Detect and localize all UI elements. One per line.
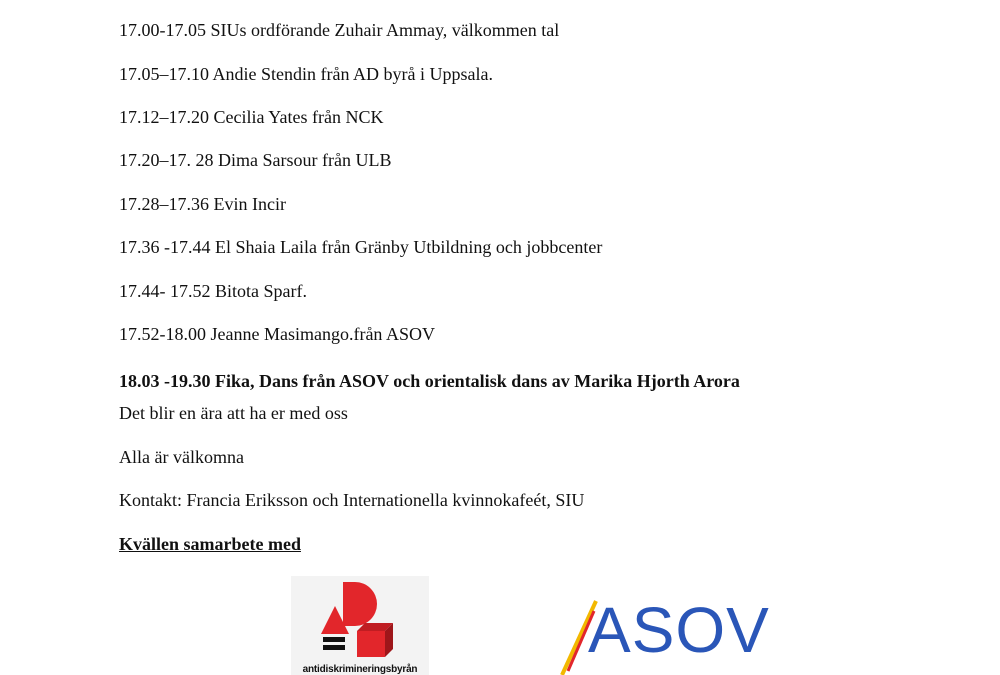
program-line-4: 17.20–17. 28 Dima Sarsour från ULB xyxy=(119,150,392,170)
ad-logo-shapes-icon xyxy=(291,576,429,675)
partners-heading: Kvällen samarbete med xyxy=(119,534,301,554)
program-line-8: 17.52-18.00 Jeanne Masimango.från ASOV xyxy=(119,324,435,344)
fika-line: 18.03 -19.30 Fika, Dans från ASOV och orientalisk dans av Marika Hjorth Arora xyxy=(119,371,740,391)
contact-line: Kontakt: Francia Eriksson och Internationella kvinnokafeét, SIU xyxy=(119,490,585,510)
welcome-line: Alla är välkomna xyxy=(119,447,244,467)
asov-logo xyxy=(560,594,770,675)
invite-line: Det blir en ära att ha er med oss xyxy=(119,403,348,423)
program-line-1: 17.00-17.05 SIUs ordförande Zuhair Ammay, välkommen tal xyxy=(119,20,560,40)
ad-logo-caption: antidiskrimineringsbyrån xyxy=(302,664,418,675)
asov-logo-text: ASOV xyxy=(588,594,770,666)
program-line-5: 17.28–17.36 Evin Incir xyxy=(119,194,286,214)
antidiskrimineringsbyran-logo xyxy=(291,576,429,675)
program-line-3: 17.12–17.20 Cecilia Yates från NCK xyxy=(119,107,384,127)
program-line-2: 17.05–17.10 Andie Stendin från AD byrå i Uppsala. xyxy=(119,64,493,84)
program-line-6: 17.36 -17.44 El Shaia Laila från Gränby Utbildning och jobbcenter xyxy=(119,237,603,257)
program-line-7: 17.44- 17.52 Bitota Sparf. xyxy=(119,281,307,301)
